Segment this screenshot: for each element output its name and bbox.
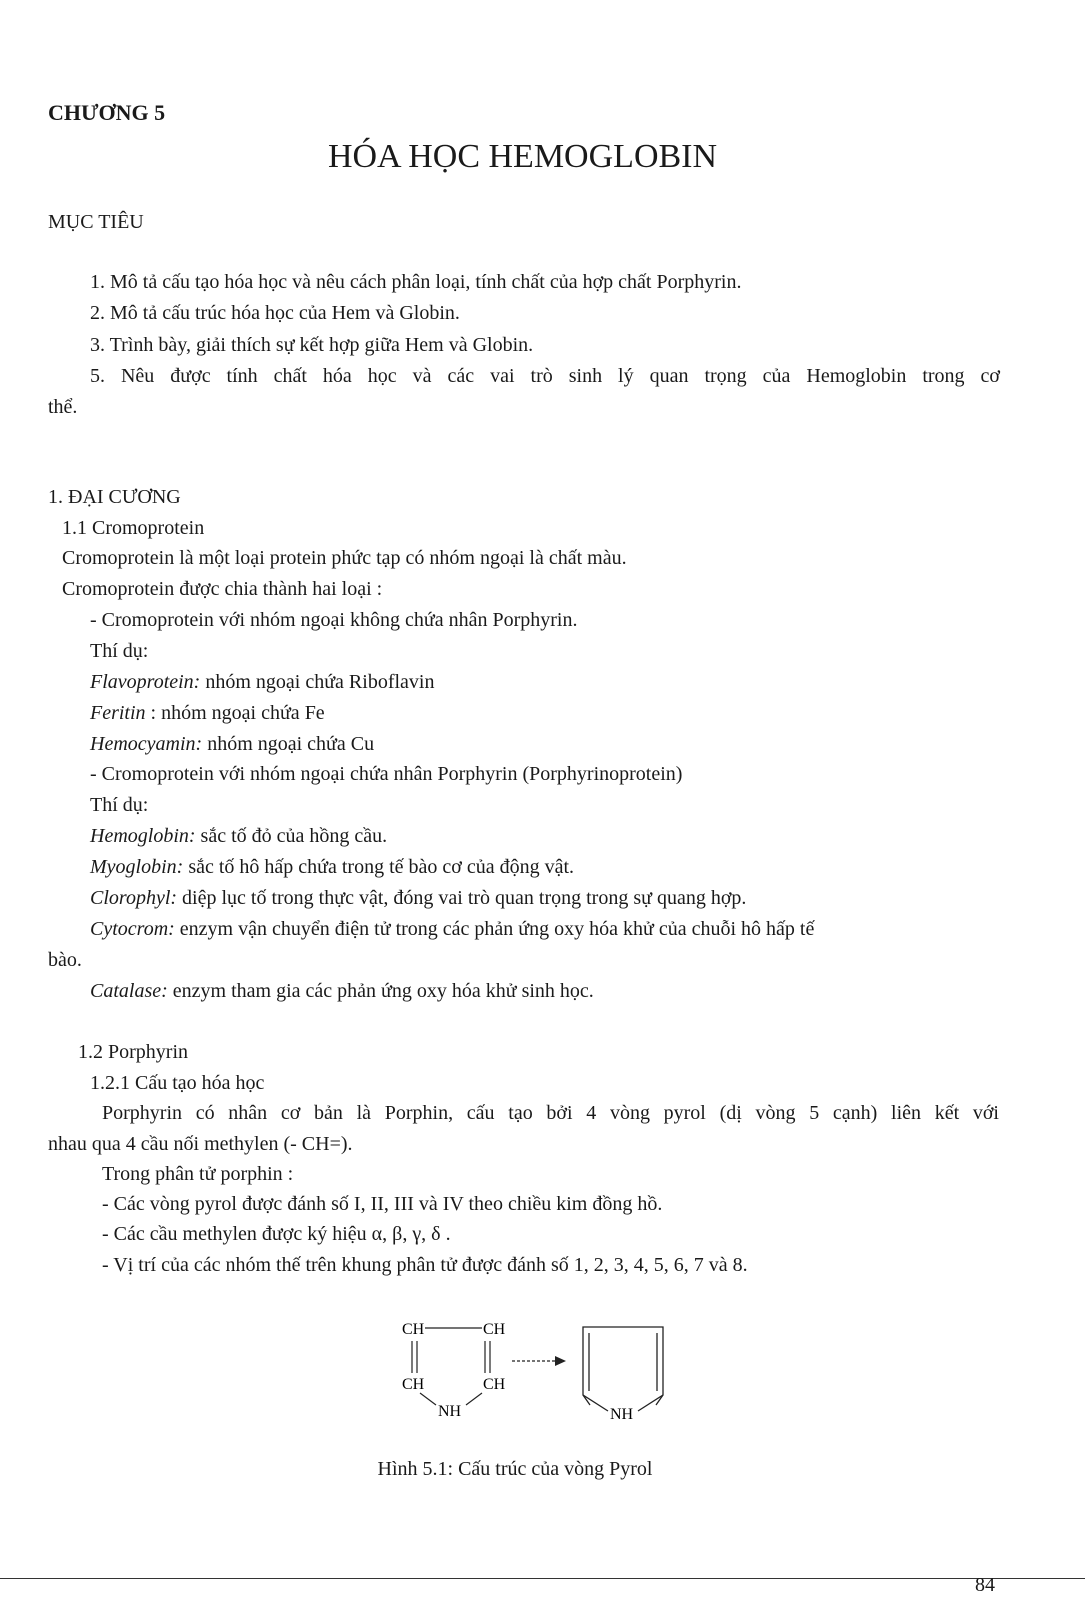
single-bond — [420, 1393, 436, 1405]
single-bond — [466, 1393, 482, 1405]
objective-item: 5. Nêu được tính chất hóa học và các vai trò sinh lý quan trọng của Hemoglobin trong cơ — [90, 365, 1000, 387]
arrow-head — [555, 1356, 566, 1366]
example-item — [90, 734, 374, 754]
example-term: Hemoglobin: — [90, 825, 196, 847]
ring-bond — [583, 1395, 608, 1411]
example-label: Thí dụ: — [90, 794, 149, 816]
example-item — [90, 672, 434, 692]
example-item — [90, 703, 325, 723]
objective-item: 1. Mô tả cấu tạo hóa học và nêu cách phân loại, tính chất của hợp chất Porphyrin. — [90, 271, 742, 293]
paragraph: Cromoprotein là một loại protein phức tạp có nhóm ngoại là chất màu. — [62, 547, 627, 569]
example-desc: nhóm ngoại chứa Cu — [202, 733, 375, 755]
example-item — [90, 981, 594, 1001]
bullet-item: - Các cầu methylen được ký hiệu α, β, γ, δ . — [102, 1223, 451, 1245]
example-term: Feritin — [90, 702, 146, 724]
example-desc: sắc tố đỏ của hồng cầu. — [195, 825, 388, 847]
example-term: Flavoprotein: — [90, 671, 201, 693]
pyrrole-diagram — [390, 1315, 690, 1425]
bullet-item: - Vị trí của các nhóm thế trên khung phân tử được đánh số 1, 2, 3, 4, 5, 6, 7 và 8. — [102, 1254, 748, 1276]
page-number: 84 — [975, 1574, 995, 1596]
example-item — [90, 857, 574, 877]
example-desc: diệp lục tố trong thực vật, đóng vai trò quan trọng trong sự quang hợp. — [177, 887, 747, 909]
objectives-heading: MỤC TIÊU — [48, 211, 144, 233]
paragraph: Cromoprotein được chia thành hai loại : — [62, 578, 383, 600]
pyrrole-figure — [390, 1315, 690, 1425]
bullet-item: - Các vòng pyrol được đánh số I, II, III và IV theo chiều kim đồng hồ. — [102, 1193, 663, 1215]
ch-label: CH — [402, 1321, 425, 1338]
chapter-label: CHƯƠNG 5 — [48, 100, 166, 125]
example-item — [90, 826, 387, 846]
example-item — [90, 919, 814, 939]
example-term: Catalase: — [90, 980, 168, 1002]
example-desc: nhóm ngoại chứa Riboflavin — [200, 671, 435, 693]
nh-label: NH — [610, 1406, 634, 1423]
ch-label: CH — [483, 1321, 506, 1338]
example-term: Myoglobin: — [90, 856, 184, 878]
group-title: - Cromoprotein với nhóm ngoại không chứa nhân Porphyrin. — [90, 609, 578, 631]
ch-label: CH — [483, 1376, 506, 1393]
paragraph-continued: nhau qua 4 cầu nối methylen (- CH=). — [48, 1133, 353, 1155]
example-desc: enzym vận chuyển điện tử trong các phản ứng oxy hóa khử của chuỗi hô hấp tế — [174, 918, 815, 940]
figure-caption: Hình 5.1: Cấu trúc của vòng Pyrol — [377, 1458, 653, 1480]
footer-rule — [0, 1578, 1085, 1579]
objective-item: 3. Trình bày, giải thích sự kết hợp giữa Hem và Globin. — [90, 334, 534, 356]
example-desc: enzym tham gia các phản ứng oxy hóa khử sinh học. — [167, 980, 594, 1002]
group-title: - Cromoprotein với nhóm ngoại chứa nhân Porphyrin (Porphyrinoprotein) — [90, 763, 683, 785]
ring-bond — [638, 1395, 663, 1411]
objective-item: 2. Mô tả cấu trúc hóa học của Hem và Globin. — [90, 302, 460, 324]
example-item-continued: bào. — [48, 949, 82, 971]
nh-label: NH — [438, 1403, 462, 1420]
example-term: Hemocyamin: — [90, 733, 203, 755]
example-term: Cytocrom: — [90, 918, 175, 940]
paragraph: Porphyrin có nhân cơ bản là Porphin, cấu tạo bởi 4 vòng pyrol (dị vòng 5 cạnh) liên kết với — [102, 1102, 999, 1124]
example-item — [90, 888, 746, 908]
ring-outline — [583, 1327, 663, 1405]
example-label: Thí dụ: — [90, 640, 149, 662]
example-desc: sắc tố hô hấp chứa trong tế bào cơ của động vật. — [183, 856, 575, 878]
subsection-heading: 1.1 Cromoprotein — [62, 517, 205, 539]
objective-item-continued: thể. — [48, 396, 78, 418]
section-heading: 1. ĐẠI CƯƠNG — [48, 486, 181, 508]
subsection-heading: 1.2 Porphyrin — [78, 1041, 188, 1063]
ch-label: CH — [402, 1376, 425, 1393]
example-desc: : nhóm ngoại chứa Fe — [145, 702, 325, 724]
page-title: HÓA HỌC HEMOGLOBIN — [327, 138, 718, 175]
paragraph: Trong phân tử porphin : — [102, 1163, 294, 1185]
example-term: Clorophyl: — [90, 887, 178, 909]
subsection-heading: 1.2.1 Cấu tạo hóa học — [90, 1072, 265, 1094]
